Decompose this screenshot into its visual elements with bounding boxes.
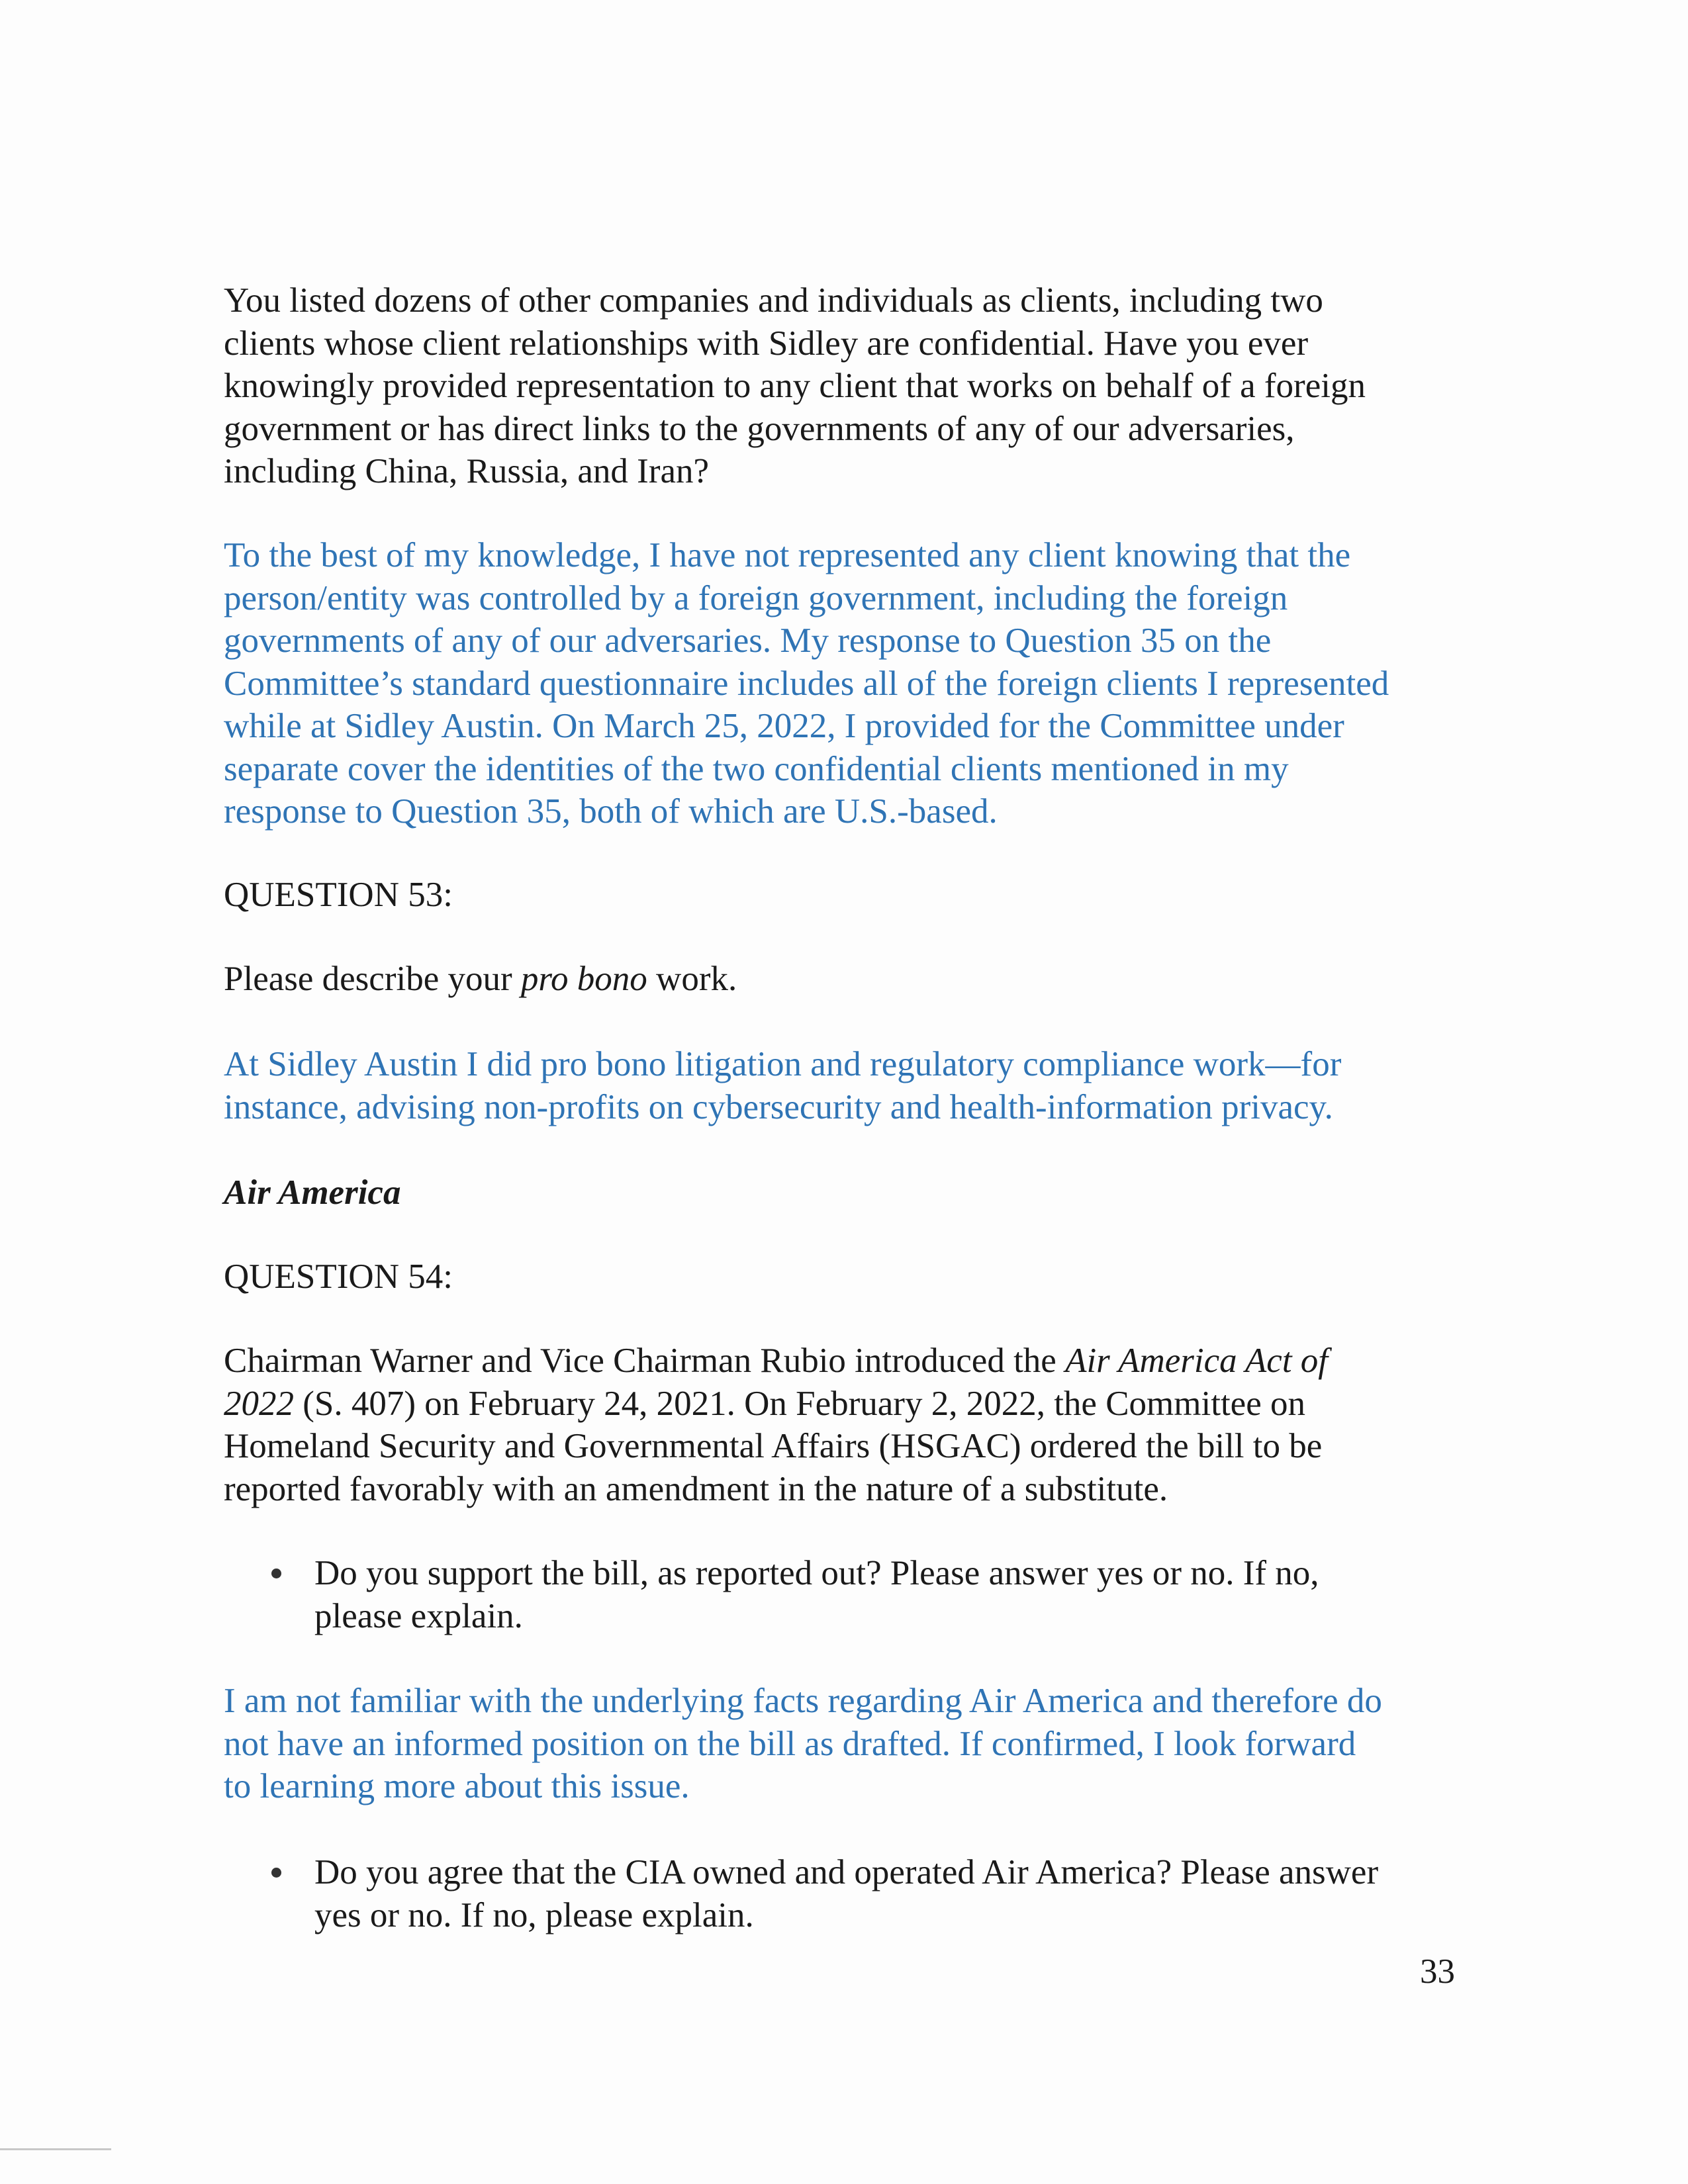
text-segment: At Sidley Austin I did pro bono litigation and regulatory compliance work—for bbox=[224, 1045, 1342, 1083]
text-segment: work. bbox=[647, 960, 737, 998]
text-line bbox=[224, 958, 737, 1001]
text-segment: while at Sidley Austin. On March 25, 2022, I provided for the Committee under bbox=[224, 707, 1344, 745]
text-line bbox=[224, 662, 1389, 705]
bullet-icon bbox=[271, 1569, 281, 1578]
text-line bbox=[224, 1680, 1382, 1723]
text-line bbox=[224, 790, 1389, 833]
italic-text: Air America Act of bbox=[1065, 1342, 1329, 1380]
text-line bbox=[224, 1340, 1328, 1383]
text-line bbox=[224, 1765, 1382, 1808]
text-line bbox=[224, 534, 1389, 577]
text-line bbox=[224, 1043, 1341, 1086]
text-line bbox=[224, 279, 1366, 322]
question-54-text bbox=[224, 1340, 1328, 1510]
text-segment: governments of any of our adversaries. My response to Question 35 on the bbox=[224, 621, 1272, 660]
text-segment: QUESTION 53: bbox=[224, 876, 453, 914]
text-line bbox=[224, 408, 1366, 451]
bullet-2 bbox=[314, 1851, 1378, 1936]
text-segment: yes or no. If no, please explain. bbox=[314, 1895, 754, 1934]
text-line bbox=[224, 619, 1389, 662]
text-segment: instance, advising non-profits on cybersecurity and health-information privacy. bbox=[224, 1087, 1333, 1126]
text-line bbox=[314, 1894, 1378, 1937]
question-53-heading bbox=[224, 874, 453, 917]
text-line bbox=[224, 1086, 1341, 1129]
text-segment: Please describe your bbox=[224, 960, 521, 998]
text-segment: Do you support the bill, as reported out? Please answer yes or no. If no, bbox=[314, 1554, 1319, 1592]
bullet-1 bbox=[314, 1552, 1319, 1637]
text-line bbox=[224, 1723, 1382, 1766]
text-segment: government or has direct links to the governments of any of our adversaries, bbox=[224, 409, 1295, 448]
text-segment: To the best of my knowledge, I have not represented any client knowing that the bbox=[224, 536, 1351, 574]
text-segment: please explain. bbox=[314, 1596, 523, 1635]
text-line bbox=[224, 365, 1366, 408]
page-number: 33 bbox=[1420, 1952, 1455, 1991]
italic-text: 2022 bbox=[224, 1384, 294, 1423]
text-line bbox=[224, 748, 1389, 791]
text-segment: Committee’s standard questionnaire includes all of the foreign clients I represented bbox=[224, 664, 1389, 703]
text-line bbox=[314, 1552, 1319, 1595]
text-line bbox=[224, 1255, 453, 1298]
text-line bbox=[224, 874, 453, 917]
text-line bbox=[224, 1171, 400, 1214]
bullet-icon bbox=[271, 1868, 281, 1878]
answer-54-1 bbox=[224, 1680, 1382, 1808]
answer-53 bbox=[224, 1043, 1341, 1128]
text-segment: to learning more about this issue. bbox=[224, 1767, 690, 1805]
question-52-text bbox=[224, 279, 1366, 493]
footer-rule bbox=[0, 2148, 111, 2150]
text-segment: not have an informed position on the bill as drafted. If confirmed, I look forward bbox=[224, 1724, 1356, 1763]
text-segment: person/entity was controlled by a foreign government, including the foreign bbox=[224, 578, 1288, 617]
text-segment: clients whose client relationships with Sidley are confidential. Have you ever bbox=[224, 324, 1309, 363]
text-segment: You listed dozens of other companies and individuals as clients, including two bbox=[224, 281, 1323, 320]
text-line bbox=[224, 450, 1366, 493]
italic-text: Air America bbox=[224, 1173, 401, 1212]
text-segment: Homeland Security and Governmental Affairs (HSGAC) ordered the bill to be bbox=[224, 1427, 1323, 1465]
text-line bbox=[224, 1425, 1328, 1468]
text-segment: reported favorably with an amendment in the nature of a substitute. bbox=[224, 1469, 1168, 1508]
text-line bbox=[224, 577, 1389, 620]
text-segment: Chairman Warner and Vice Chairman Rubio introduced the bbox=[224, 1342, 1066, 1380]
text-line bbox=[224, 1468, 1328, 1511]
text-segment: Do you agree that the CIA owned and operated Air America? Please answer bbox=[314, 1853, 1379, 1891]
text-segment: QUESTION 54: bbox=[224, 1257, 453, 1296]
text-segment: knowingly provided representation to any client that works on behalf of a foreign bbox=[224, 367, 1366, 405]
section-heading-air-america bbox=[224, 1171, 400, 1214]
text-line bbox=[314, 1851, 1378, 1894]
italic-text: pro bono bbox=[520, 960, 647, 998]
question-53-text bbox=[224, 958, 737, 1001]
text-line bbox=[224, 1383, 1328, 1426]
text-segment: I am not familiar with the underlying facts regarding Air America and therefore do bbox=[224, 1682, 1382, 1720]
text-segment: separate cover the identities of the two confidential clients mentioned in my bbox=[224, 749, 1289, 788]
text-line bbox=[224, 322, 1366, 365]
question-54-heading bbox=[224, 1255, 453, 1298]
text-line bbox=[224, 705, 1389, 748]
text-segment: (S. 407) on February 24, 2021. On February 2, 2022, the Committee on bbox=[294, 1384, 1305, 1423]
answer-52 bbox=[224, 534, 1389, 833]
text-line bbox=[314, 1595, 1319, 1638]
text-segment: including China, Russia, and Iran? bbox=[224, 452, 710, 490]
text-segment: response to Question 35, both of which are U.S.-based. bbox=[224, 792, 998, 831]
